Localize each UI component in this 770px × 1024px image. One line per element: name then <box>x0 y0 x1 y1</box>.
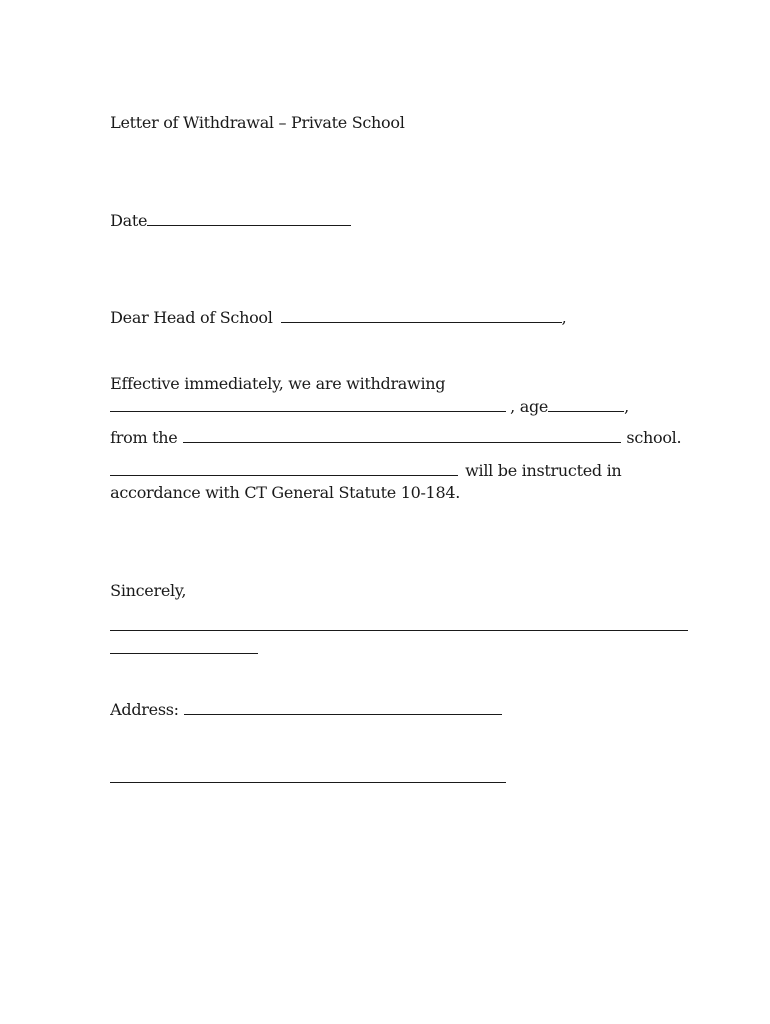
address-label: Address: <box>110 700 179 719</box>
date-line <box>91 191 351 251</box>
address-line-2 <box>91 748 506 808</box>
school-label: school. <box>626 428 682 447</box>
address-field[interactable] <box>184 701 502 715</box>
address-line <box>91 680 502 740</box>
sincerely-text: Sincerely, <box>110 581 187 600</box>
statute-text: accordance with CT General Statute 10-184. <box>110 483 460 502</box>
salutation-line <box>91 288 566 348</box>
signature-line-2 <box>91 619 258 679</box>
age-label: , age <box>510 397 549 416</box>
signature-field-continued[interactable] <box>110 640 258 654</box>
letter-title: Letter of Withdrawal – Private School <box>110 113 405 132</box>
age-comma: , <box>624 397 629 416</box>
salutation-comma: , <box>561 308 567 327</box>
salutation-prefix: Dear Head of School <box>110 308 273 327</box>
address-field-2[interactable] <box>110 769 506 783</box>
body-line-5 <box>91 463 460 523</box>
instructed-text: will be instructed in <box>465 461 622 480</box>
from-the-label: from the <box>110 428 178 447</box>
date-label: Date <box>110 211 148 230</box>
head-of-school-field[interactable] <box>281 309 562 323</box>
body-line-1: Effective immediately, we are withdrawing <box>110 374 446 393</box>
date-field[interactable] <box>147 212 351 226</box>
